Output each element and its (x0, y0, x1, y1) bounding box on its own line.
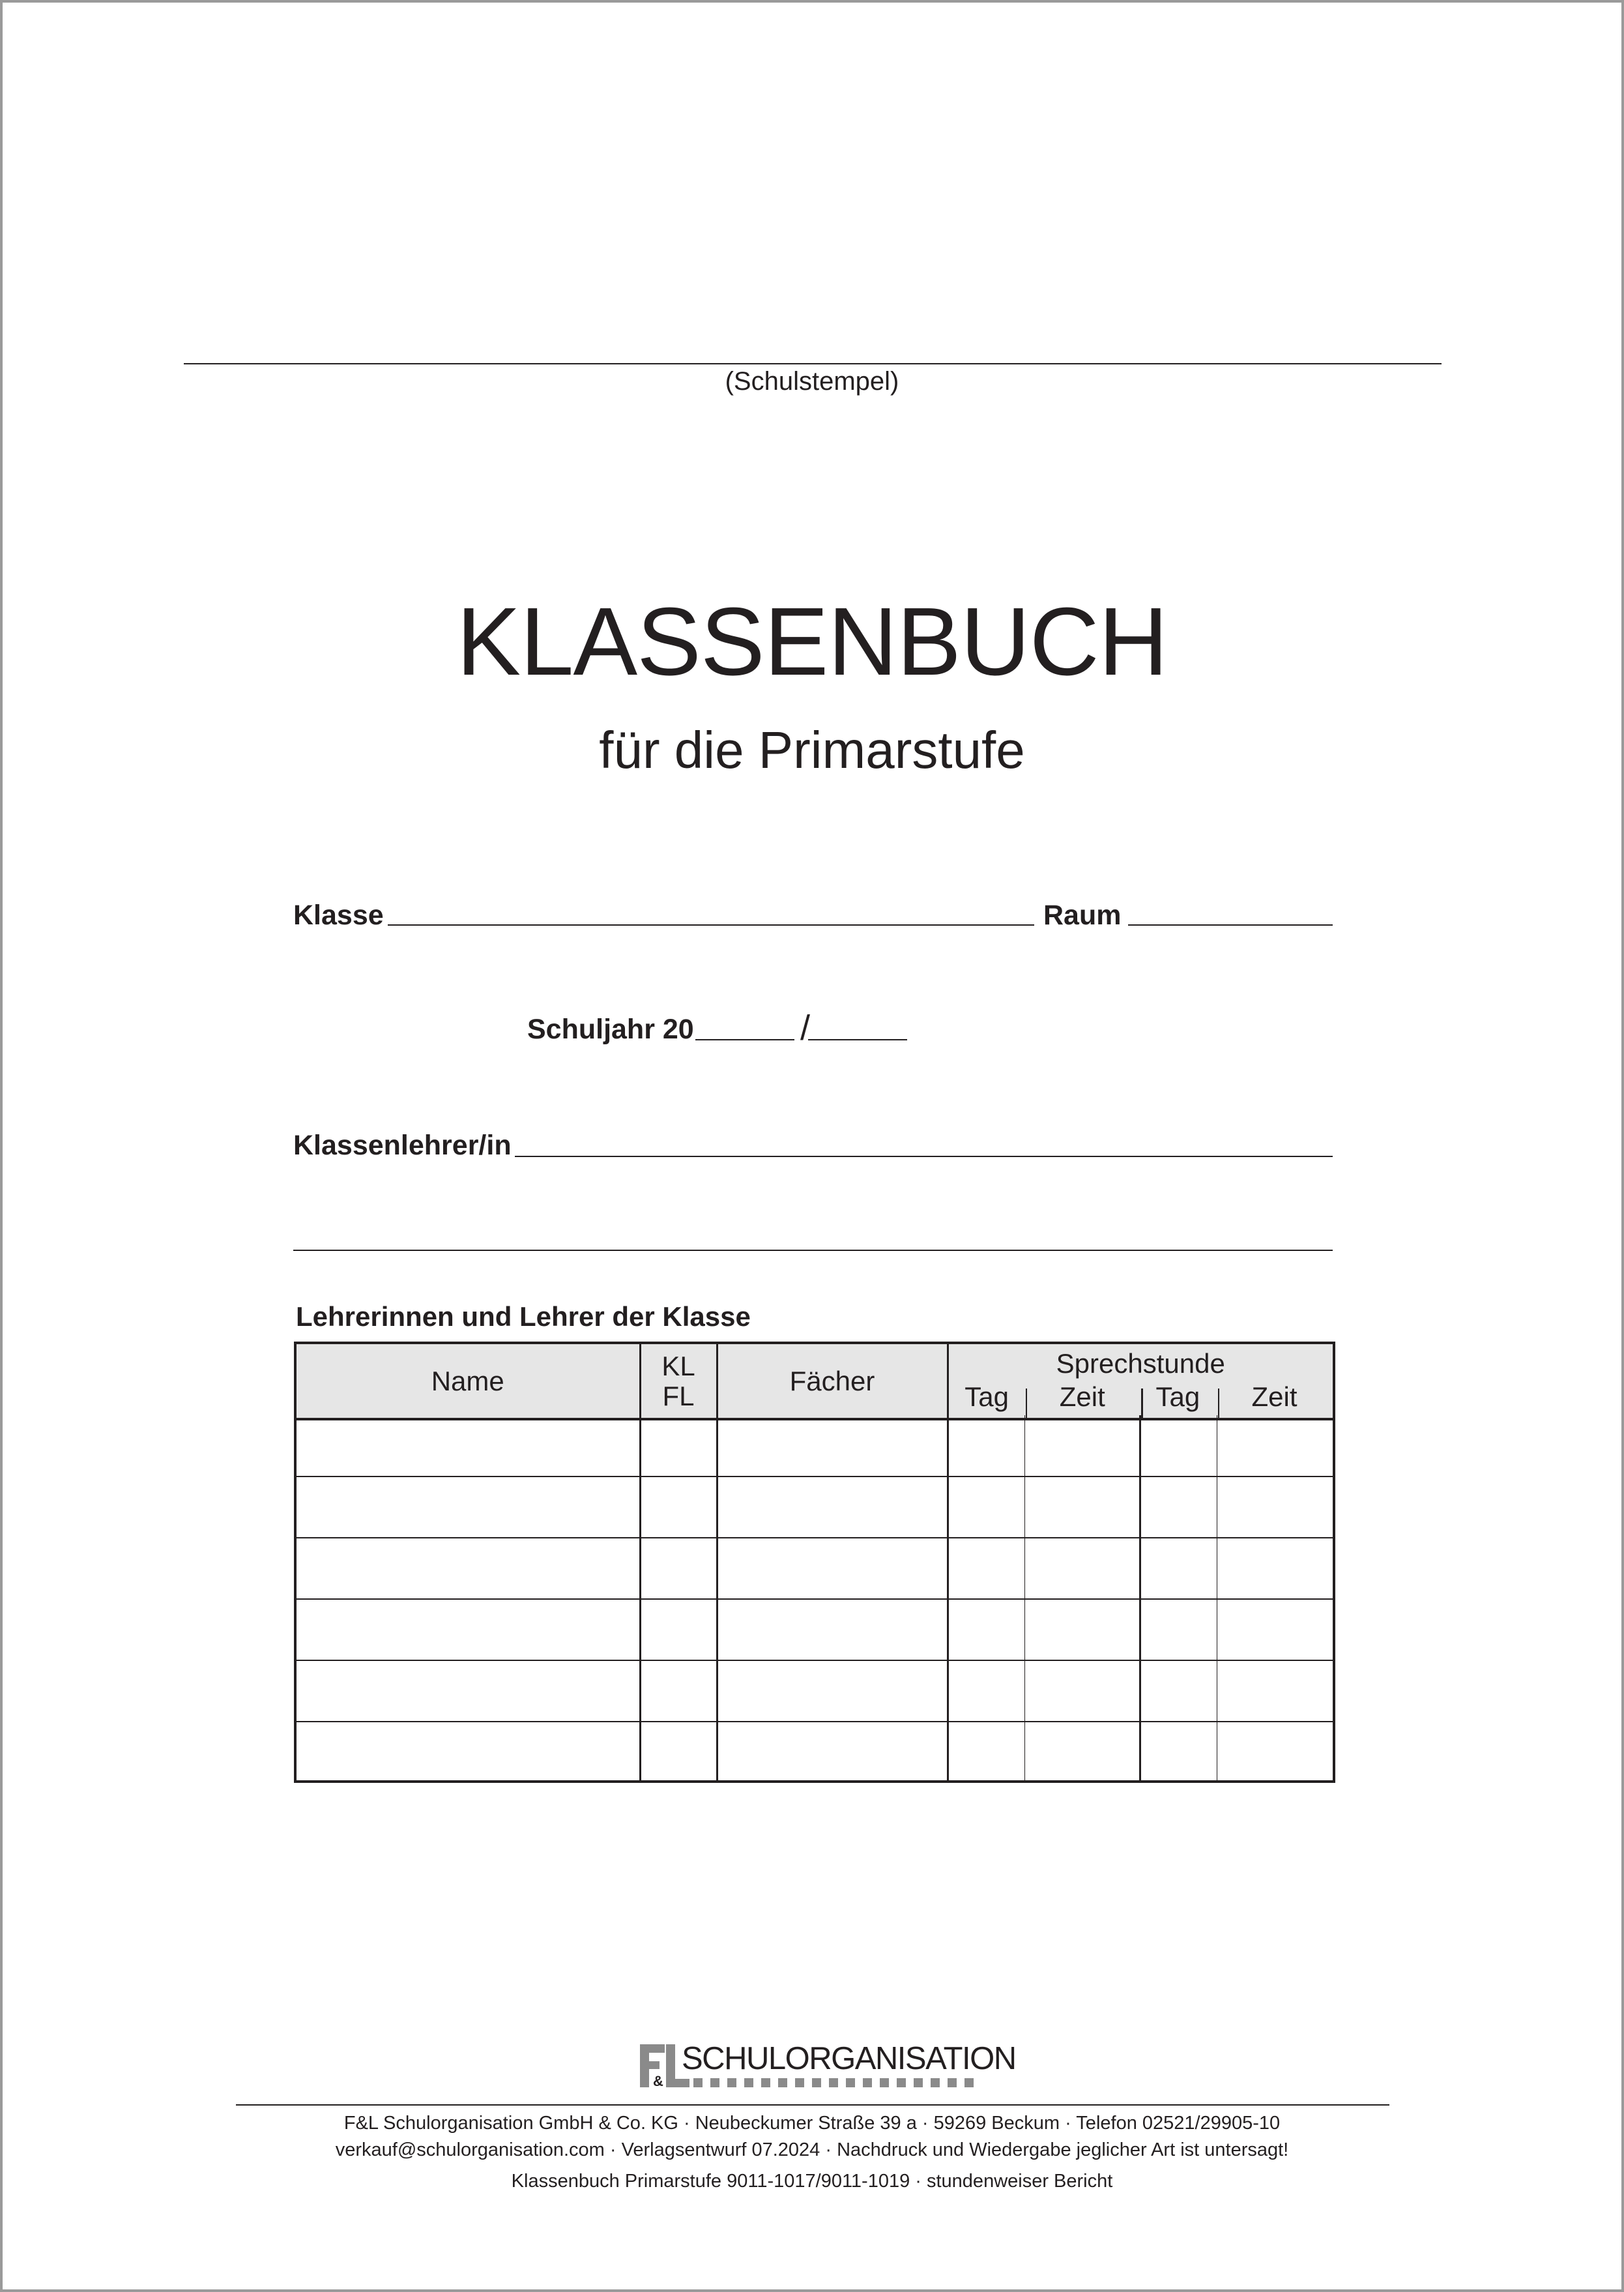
raum-label: Raum (1043, 900, 1122, 931)
cell-zeit-1[interactable] (1024, 1538, 1140, 1599)
col-header-kl-fl (640, 1343, 717, 1419)
col-header-zeit-2: Zeit (1251, 1381, 1298, 1412)
cell-zeit-2[interactable] (1217, 1722, 1334, 1782)
cell-tag-1[interactable] (948, 1538, 1024, 1599)
cell-zeit-1[interactable] (1024, 1599, 1140, 1660)
cell-tag-2[interactable] (1140, 1415, 1217, 1477)
footer-legal: verkauf@schulorganisation.com · Verlagsentwurf 07.2024 · Nachdruck und Wiedergabe jeglicher Art ist untersagt! (335, 2139, 1289, 2160)
klassenlehrer-label: Klassenlehrer/in (293, 1130, 512, 1161)
klasse-field[interactable] (388, 924, 1034, 926)
cell-zeit-1[interactable] (1024, 1660, 1140, 1722)
cell-kl-fl[interactable] (640, 1538, 717, 1599)
klassenlehrer-extra-field[interactable] (293, 1250, 1333, 1251)
cell-faecher[interactable] (717, 1660, 948, 1722)
col-header-name: Name (295, 1343, 640, 1419)
cell-zeit-2[interactable] (1217, 1538, 1334, 1599)
table-row (295, 1660, 1334, 1722)
cell-tag-2[interactable] (1140, 1722, 1217, 1782)
col-header-fl: FL (662, 1380, 695, 1411)
schuljahr-end-field[interactable] (808, 1039, 907, 1040)
cell-tag-1[interactable] (948, 1660, 1024, 1722)
cell-faecher[interactable] (717, 1415, 948, 1477)
schuljahr-separator: / (800, 1008, 811, 1048)
page-title: KLASSENBUCH (456, 588, 1168, 696)
cell-name[interactable] (295, 1722, 640, 1782)
cell-name[interactable] (295, 1415, 640, 1477)
cell-zeit-2[interactable] (1217, 1415, 1334, 1477)
cell-faecher[interactable] (717, 1538, 948, 1599)
cell-name[interactable] (295, 1477, 640, 1538)
cell-zeit-1[interactable] (1024, 1722, 1140, 1782)
raum-field[interactable] (1128, 924, 1333, 926)
cell-name[interactable] (295, 1660, 640, 1722)
cell-tag-1[interactable] (948, 1415, 1024, 1477)
col-header-sprechstunde: Sprechstunde (1056, 1348, 1225, 1379)
cell-tag-1[interactable] (948, 1477, 1024, 1538)
col-header-tag-1: Tag (964, 1381, 1009, 1412)
cell-faecher[interactable] (717, 1599, 948, 1660)
stamp-line (184, 363, 1442, 364)
teacher-table-header (295, 1343, 1334, 1419)
footer-product: Klassenbuch Primarstufe 9011-1017/9011-1019 · stundenweiser Bericht (511, 2171, 1113, 2192)
stamp-label: (Schulstempel) (725, 367, 899, 396)
cell-faecher[interactable] (717, 1477, 948, 1538)
cell-tag-1[interactable] (948, 1599, 1024, 1660)
teacher-table-body (294, 1415, 1335, 1783)
publisher-logo (639, 2040, 1016, 2093)
col-header-kl: KL (661, 1350, 695, 1381)
table-row (295, 1477, 1334, 1538)
footer-address: F&L Schulorganisation GmbH & Co. KG · Neubeckumer Straße 39 a · 59269 Beckum · Telefon 02521/29905-10 (343, 2113, 1281, 2134)
cell-tag-2[interactable] (1140, 1477, 1217, 1538)
cell-tag-2[interactable] (1140, 1599, 1217, 1660)
cell-kl-fl[interactable] (640, 1660, 717, 1722)
klasse-label: Klasse (293, 900, 384, 931)
svg-text:&: & (653, 2073, 663, 2089)
cell-zeit-2[interactable] (1217, 1599, 1334, 1660)
cell-name[interactable] (295, 1538, 640, 1599)
col-header-faecher: Fächer (717, 1343, 948, 1419)
logo-wordmark: SCHULORGANISATION (682, 2041, 1016, 2076)
teacher-table-title: Lehrerinnen und Lehrer der Klasse (296, 1301, 751, 1332)
col-header-zeit-1: Zeit (1059, 1381, 1105, 1412)
table-row (295, 1538, 1334, 1599)
cell-zeit-1[interactable] (1024, 1415, 1140, 1477)
table-row (295, 1599, 1334, 1660)
col-header-sprechstunde-group (948, 1343, 1334, 1419)
cell-tag-1[interactable] (948, 1722, 1024, 1782)
col-header-tag-2: Tag (1155, 1381, 1200, 1412)
footer-divider (236, 2104, 1389, 2106)
cell-tag-2[interactable] (1140, 1660, 1217, 1722)
schuljahr-label: Schuljahr 20 (527, 1014, 694, 1045)
cell-zeit-2[interactable] (1217, 1660, 1334, 1722)
cell-faecher[interactable] (717, 1722, 948, 1782)
cell-name[interactable] (295, 1599, 640, 1660)
cell-tag-2[interactable] (1140, 1538, 1217, 1599)
cell-zeit-1[interactable] (1024, 1477, 1140, 1538)
cell-zeit-2[interactable] (1217, 1477, 1334, 1538)
cell-kl-fl[interactable] (640, 1722, 717, 1782)
teacher-table (294, 1342, 1335, 1420)
page-subtitle: für die Primarstufe (599, 721, 1025, 779)
cell-kl-fl[interactable] (640, 1477, 717, 1538)
table-row (295, 1415, 1334, 1477)
cell-kl-fl[interactable] (640, 1415, 717, 1477)
table-row (295, 1722, 1334, 1782)
schuljahr-start-field[interactable] (695, 1039, 794, 1040)
klassenlehrer-field[interactable] (515, 1156, 1333, 1157)
cell-kl-fl[interactable] (640, 1599, 717, 1660)
